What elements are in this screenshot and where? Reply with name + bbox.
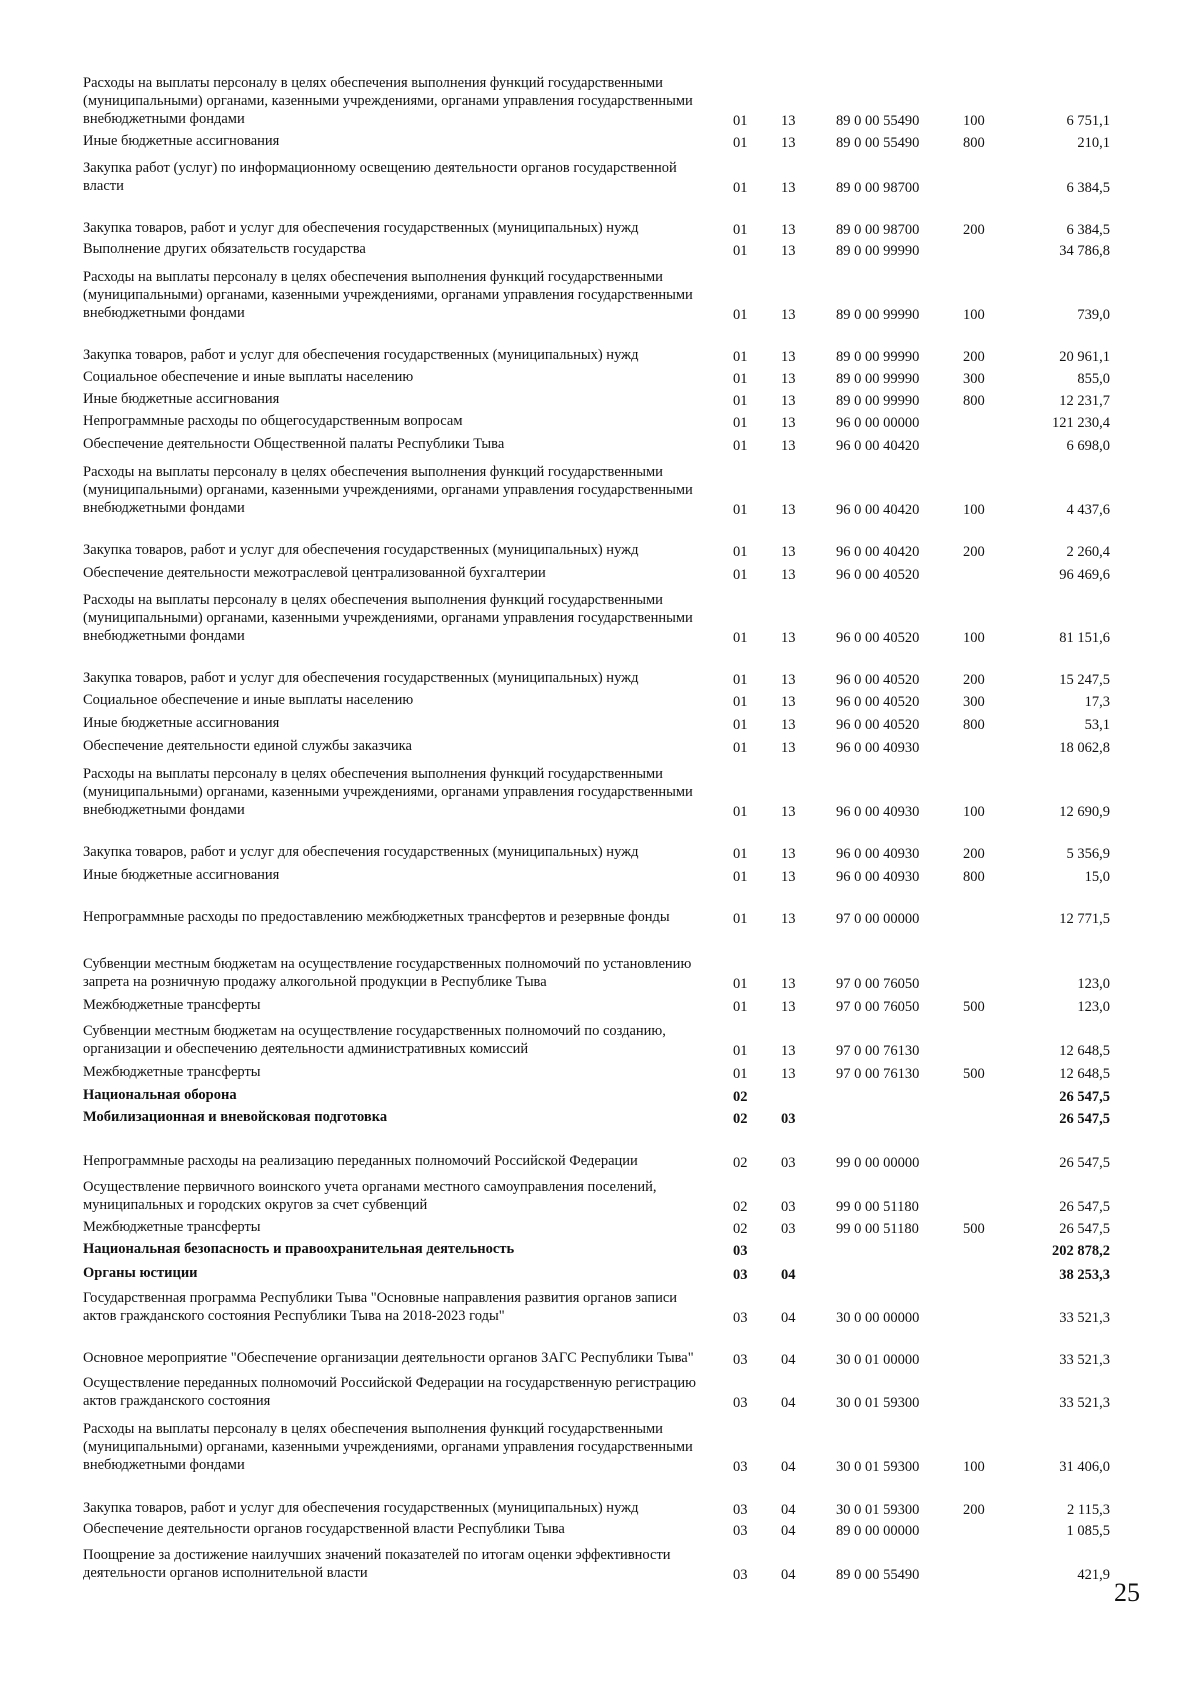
col-expense-type: 100 [963,113,985,129]
col-target-article: 97 0 00 76050 [836,976,920,992]
col-razdel: 03 [733,1352,748,1368]
row-name: Социальное обеспечение и иные выплаты населению [83,369,414,385]
col-sum: 121 230,4 [1052,415,1110,431]
col-razdel: 02 [733,1089,748,1105]
col-sum: 33 521,3 [1059,1310,1110,1326]
col-target-article: 30 0 00 00000 [836,1310,920,1326]
col-target-article: 89 0 00 99990 [836,371,920,387]
col-target-article: 89 0 00 99990 [836,307,920,323]
col-podrazdel: 04 [781,1459,796,1475]
col-sum: 6 751,1 [1066,113,1110,129]
col-sum: 6 384,5 [1066,180,1110,196]
col-sum: 26 547,5 [1059,1111,1110,1127]
row-name: Расходы на выплаты персоналу в целях обеспечения выполнения функций государственными (муниципальными) органами, казенными учреждениями, органами управления государственными внебюджетными фондами [83,269,693,321]
col-sum: 17,3 [1084,694,1110,710]
col-target-article: 97 0 00 00000 [836,911,920,927]
col-razdel: 01 [733,135,748,151]
col-sum: 33 521,3 [1059,1395,1110,1411]
col-expense-type: 300 [963,694,985,710]
col-razdel: 01 [733,243,748,259]
row-name: Закупка товаров, работ и услуг для обеспечения государственных (муниципальных) нужд [83,347,639,363]
row-name: Иные бюджетные ассигнования [83,715,280,731]
col-podrazdel: 04 [781,1502,796,1518]
row-name: Мобилизационная и вневойсковая подготовка [83,1109,388,1125]
col-target-article: 89 0 00 99990 [836,349,920,365]
row-name: Закупка товаров, работ и услуг для обеспечения государственных (муниципальных) нужд [83,220,639,236]
page-number: 25 [1114,1578,1140,1607]
col-target-article: 96 0 00 40520 [836,694,920,710]
col-sum: 20 961,1 [1059,349,1110,365]
col-target-article: 89 0 00 00000 [836,1523,920,1539]
col-podrazdel: 13 [781,911,796,927]
row-name: Иные бюджетные ассигнования [83,391,280,407]
col-podrazdel: 13 [781,438,796,454]
col-razdel: 03 [733,1502,748,1518]
col-expense-type: 800 [963,717,985,733]
col-razdel: 01 [733,502,748,518]
col-podrazdel: 13 [781,740,796,756]
col-target-article: 89 0 00 55490 [836,135,920,151]
col-target-article: 96 0 00 40420 [836,544,920,560]
col-target-article: 30 0 01 59300 [836,1502,920,1518]
col-razdel: 03 [733,1395,748,1411]
col-podrazdel: 13 [781,999,796,1015]
col-podrazdel: 04 [781,1310,796,1326]
col-expense-type: 200 [963,349,985,365]
col-expense-type: 200 [963,672,985,688]
col-target-article: 99 0 00 51180 [836,1199,919,1215]
col-razdel: 01 [733,846,748,862]
col-podrazdel: 04 [781,1352,796,1368]
col-razdel: 01 [733,438,748,454]
col-expense-type: 100 [963,630,985,646]
col-sum: 12 690,9 [1059,804,1110,820]
col-target-article: 30 0 01 00000 [836,1352,920,1368]
col-sum: 12 231,7 [1059,393,1110,409]
col-podrazdel: 13 [781,307,796,323]
col-sum: 33 521,3 [1059,1352,1110,1368]
col-razdel: 01 [733,1066,748,1082]
col-expense-type: 200 [963,1502,985,1518]
budget-row [0,1502,1200,1582]
col-razdel: 03 [733,1310,748,1326]
col-podrazdel: 13 [781,717,796,733]
col-target-article: 89 0 00 98700 [836,222,920,238]
col-razdel: 01 [733,717,748,733]
col-target-article: 96 0 00 40420 [836,438,920,454]
col-expense-type: 200 [963,222,985,238]
col-podrazdel: 13 [781,135,796,151]
row-name: Расходы на выплаты персоналу в целях обеспечения выполнения функций государственными (муниципальными) органами, казенными учреждениями, органами управления государственными внебюджетными фондами [83,1421,693,1473]
col-podrazdel: 03 [781,1221,796,1237]
row-name: Непрограммные расходы на реализацию переданных полномочий Российской Федерации [83,1153,638,1169]
col-razdel: 03 [733,1567,748,1583]
col-target-article: 89 0 00 55490 [836,1567,920,1583]
col-razdel: 01 [733,113,748,129]
row-name: Обеспечение деятельности межотраслевой централизованной бухгалтерии [83,565,546,581]
col-razdel: 02 [733,1111,748,1127]
col-podrazdel: 13 [781,502,796,518]
col-razdel: 01 [733,672,748,688]
row-name: Субвенции местным бюджетам на осуществление государственных полномочий по установлению запрета на розничную продажу алкогольной продукции в Республике Тыва [83,956,692,990]
col-razdel: 03 [733,1459,748,1475]
col-expense-type: 800 [963,135,985,151]
row-name: Закупка товаров, работ и услуг для обеспечения государственных (муниципальных) нужд [83,542,639,558]
col-target-article: 96 0 00 40520 [836,717,920,733]
row-name: Национальная безопасность и правоохранительная деятельность [83,1241,515,1257]
col-razdel: 01 [733,307,748,323]
col-expense-type: 800 [963,393,985,409]
col-podrazdel: 04 [781,1523,796,1539]
col-target-article: 30 0 01 59300 [836,1459,920,1475]
row-name: Иные бюджетные ассигнования [83,133,280,149]
row-name: Расходы на выплаты персоналу в целях обеспечения выполнения функций государственными (муниципальными) органами, казенными учреждениями, органами управления государственными внебюджетными фондами [83,766,693,818]
col-expense-type: 100 [963,502,985,518]
col-sum: 12 648,5 [1059,1066,1110,1082]
col-razdel: 02 [733,1199,748,1215]
row-name: Осуществление переданных полномочий Российской Федерации на государственную регистрацию актов гражданского состояния [83,1375,696,1409]
col-expense-type: 100 [963,804,985,820]
col-expense-type: 200 [963,846,985,862]
row-name: Расходы на выплаты персоналу в целях обеспечения выполнения функций государственными (муниципальными) органами, казенными учреждениями, органами управления государственными внебюджетными фондами [83,592,693,644]
col-sum: 123,0 [1077,976,1110,992]
col-target-article: 89 0 00 99990 [836,243,920,259]
col-target-article: 97 0 00 76050 [836,999,920,1015]
col-sum: 15,0 [1084,869,1110,885]
col-podrazdel: 04 [781,1567,796,1583]
col-podrazdel: 04 [781,1395,796,1411]
col-target-article: 96 0 00 00000 [836,415,920,431]
col-target-article: 89 0 00 55490 [836,113,920,129]
row-name: Обеспечение деятельности единой службы заказчика [83,738,412,754]
col-expense-type: 800 [963,869,985,885]
col-razdel: 03 [733,1243,748,1259]
row-name: Поощрение за достижение наилучших значений показателей по итогам оценки эффективности деятельности органов исполнительной власти [83,1547,671,1581]
col-podrazdel: 03 [781,1111,796,1127]
col-razdel: 03 [733,1523,748,1539]
col-expense-type: 500 [963,1066,985,1082]
row-name: Социальное обеспечение и иные выплаты населению [83,692,414,708]
col-sum: 96 469,6 [1059,567,1110,583]
col-podrazdel: 13 [781,415,796,431]
col-sum: 15 247,5 [1059,672,1110,688]
col-razdel: 01 [733,371,748,387]
col-target-article: 96 0 00 40930 [836,869,920,885]
row-name: Непрограммные расходы по общегосударственным вопросам [83,413,463,429]
col-target-article: 96 0 00 40520 [836,567,920,583]
col-sum: 38 253,3 [1059,1267,1110,1283]
col-podrazdel: 13 [781,113,796,129]
col-expense-type: 100 [963,1459,985,1475]
col-podrazdel: 13 [781,222,796,238]
col-sum: 53,1 [1084,717,1110,733]
col-razdel: 01 [733,869,748,885]
col-razdel: 01 [733,694,748,710]
col-razdel: 01 [733,180,748,196]
col-sum: 421,9 [1077,1567,1110,1583]
col-target-article: 96 0 00 40930 [836,846,920,862]
row-name: Осуществление первичного воинского учета органами местного самоуправления поселений, муниципальных и городских округов за счет субвенций [83,1179,657,1213]
col-sum: 26 547,5 [1059,1155,1110,1171]
col-razdel: 01 [733,999,748,1015]
col-target-article: 89 0 00 99990 [836,393,920,409]
col-sum: 34 786,8 [1059,243,1110,259]
col-podrazdel: 13 [781,976,796,992]
col-sum: 4 437,6 [1066,502,1110,518]
col-razdel: 02 [733,1221,748,1237]
col-target-article: 99 0 00 00000 [836,1155,920,1171]
col-podrazdel: 13 [781,804,796,820]
col-target-article: 99 0 00 51180 [836,1221,919,1237]
row-name: Национальная оборона [83,1087,237,1103]
col-razdel: 01 [733,567,748,583]
col-sum: 26 547,5 [1059,1221,1110,1237]
col-sum: 31 406,0 [1059,1459,1110,1475]
row-name: Государственная программа Республики Тыва "Основные направления развития органов записи актов гражданского состояния Республики Тыва на 2018-2023 годы" [83,1290,678,1324]
row-name: Органы юстиции [83,1265,198,1281]
col-podrazdel: 13 [781,869,796,885]
col-sum: 1 085,5 [1066,1523,1110,1539]
row-name: Выполнение других обязательств государства [83,241,366,257]
row-name: Закупка товаров, работ и услуг для обеспечения государственных (муниципальных) нужд [83,670,639,686]
col-target-article: 96 0 00 40420 [836,502,920,518]
row-name: Межбюджетные трансферты [83,1219,261,1235]
col-razdel: 01 [733,976,748,992]
col-razdel: 01 [733,804,748,820]
col-razdel: 01 [733,393,748,409]
row-name: Расходы на выплаты персоналу в целях обеспечения выполнения функций государственными (муниципальными) органами, казенными учреждениями, органами управления государственными внебюджетными фондами [83,464,693,516]
row-name: Межбюджетные трансферты [83,997,261,1013]
col-sum: 12 648,5 [1059,1043,1110,1059]
col-podrazdel: 13 [781,630,796,646]
col-expense-type: 100 [963,307,985,323]
col-podrazdel: 13 [781,180,796,196]
col-sum: 26 547,5 [1059,1089,1110,1105]
col-sum: 739,0 [1077,307,1110,323]
col-sum: 81 151,6 [1059,630,1110,646]
col-expense-type: 500 [963,999,985,1015]
col-target-article: 30 0 01 59300 [836,1395,920,1411]
col-expense-type: 300 [963,371,985,387]
col-sum: 6 698,0 [1066,438,1110,454]
col-podrazdel: 03 [781,1199,796,1215]
col-podrazdel: 13 [781,243,796,259]
col-expense-type: 200 [963,544,985,560]
col-podrazdel: 13 [781,393,796,409]
row-name: Иные бюджетные ассигнования [83,867,280,883]
col-target-article: 89 0 00 98700 [836,180,920,196]
col-target-article: 96 0 00 40930 [836,804,920,820]
row-name: Закупка работ (услуг) по информационному освещению деятельности органов государственной власти [83,160,677,194]
col-razdel: 02 [733,1155,748,1171]
col-target-article: 96 0 00 40930 [836,740,920,756]
row-name: Закупка товаров, работ и услуг для обеспечения государственных (муниципальных) нужд [83,844,639,860]
col-sum: 123,0 [1077,999,1110,1015]
col-podrazdel: 13 [781,544,796,560]
col-target-article: 96 0 00 40520 [836,672,920,688]
col-sum: 18 062,8 [1059,740,1110,756]
col-podrazdel: 13 [781,567,796,583]
row-name: Закупка товаров, работ и услуг для обеспечения государственных (муниципальных) нужд [83,1500,639,1516]
col-razdel: 01 [733,349,748,365]
col-razdel: 01 [733,1043,748,1059]
col-podrazdel: 13 [781,1066,796,1082]
row-name: Субвенции местным бюджетам на осуществление государственных полномочий по созданию, организации и обеспечению деятельности административных комиссий [83,1023,666,1057]
col-razdel: 03 [733,1267,748,1283]
col-target-article: 97 0 00 76130 [836,1043,920,1059]
col-razdel: 01 [733,415,748,431]
col-podrazdel: 03 [781,1155,796,1171]
col-podrazdel: 13 [781,846,796,862]
col-podrazdel: 13 [781,371,796,387]
col-sum: 202 878,2 [1052,1243,1110,1259]
col-sum: 2 260,4 [1066,544,1110,560]
row-name: Основное мероприятие "Обеспечение организации деятельности органов ЗАГС Республики Тыва" [83,1350,694,1366]
col-sum: 12 771,5 [1059,911,1110,927]
col-podrazdel: 13 [781,349,796,365]
col-sum: 26 547,5 [1059,1199,1110,1215]
col-expense-type: 500 [963,1221,985,1237]
col-sum: 210,1 [1077,135,1110,151]
col-podrazdel: 13 [781,672,796,688]
row-name: Межбюджетные трансферты [83,1064,261,1080]
col-target-article: 97 0 00 76130 [836,1066,920,1082]
col-sum: 6 384,5 [1066,222,1110,238]
col-sum: 855,0 [1077,371,1110,387]
col-podrazdel: 13 [781,694,796,710]
col-razdel: 01 [733,222,748,238]
col-sum: 2 115,3 [1067,1502,1110,1518]
col-razdel: 01 [733,544,748,560]
row-name: Обеспечение деятельности органов государственной власти Республики Тыва [83,1521,565,1537]
row-name: Расходы на выплаты персоналу в целях обеспечения выполнения функций государственными (муниципальными) органами, казенными учреждениями, органами управления государственными внебюджетными фондами [83,75,693,127]
row-name: Непрограммные расходы по предоставлению межбюджетных трансфертов и резервные фонды [83,909,670,925]
col-razdel: 01 [733,630,748,646]
col-podrazdel: 13 [781,1043,796,1059]
row-name: Обеспечение деятельности Общественной палаты Республики Тыва [83,436,505,452]
col-sum: 5 356,9 [1066,846,1110,862]
col-razdel: 01 [733,911,748,927]
col-podrazdel: 04 [781,1267,796,1283]
col-target-article: 96 0 00 40520 [836,630,920,646]
col-razdel: 01 [733,740,748,756]
